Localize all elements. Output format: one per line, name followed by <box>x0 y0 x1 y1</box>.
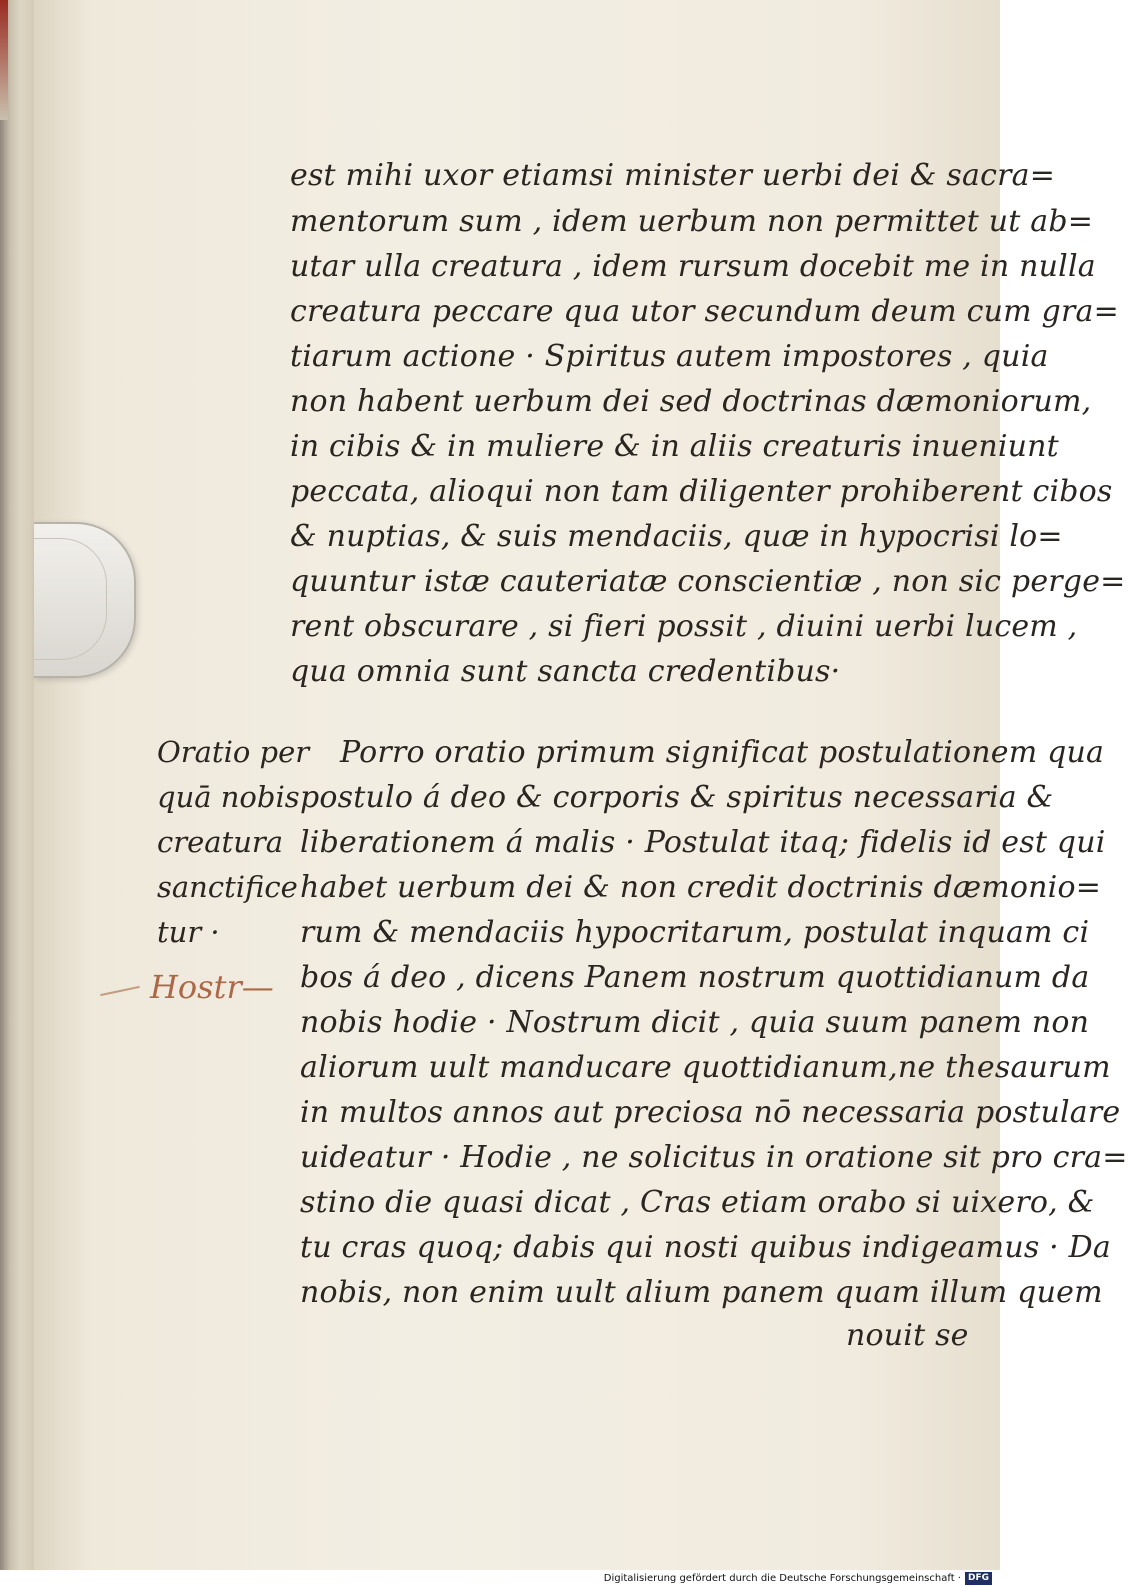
marginal-note-line: quā nobis <box>157 780 300 814</box>
marginal-note-line: sanctifice <box>157 870 298 904</box>
marginal-note-line: Oratio per <box>157 735 310 769</box>
catchword: nouit se <box>846 1318 969 1353</box>
text-line: rum & mendaciis hypocritarum, postulat inquam ci <box>300 915 1090 950</box>
text-line: postulo á deo & corporis & spiritus necessaria & <box>300 780 1054 815</box>
spine-edge <box>0 0 8 120</box>
text-line: tu cras quoq; dabis qui nosti quibus indigeamus · Da <box>300 1230 1111 1265</box>
text-line: nobis hodie · Nostrum dicit , quia suum panem non <box>300 1005 1090 1040</box>
text-line: utar ulla creatura , idem rursum docebit me in nulla <box>290 249 1096 284</box>
credit-text: Digitalisierung gefördert durch die Deutsche Forschungsgemeinschaft · <box>603 1573 961 1584</box>
page-clip-inner <box>34 538 107 660</box>
text-line: liberationem á malis · Postulat itaq; fidelis id est qui <box>300 825 1106 860</box>
page-clip <box>34 522 136 678</box>
marginal-note-line: creatura <box>157 825 284 859</box>
text-line: est mihi uxor etiamsi minister uerbi dei & sacra= <box>290 158 1056 193</box>
text-line: & nuptias, & suis mendaciis, quæ in hypocrisi lo= <box>290 519 1063 554</box>
text-line: bos á deo , dicens Panem nostrum quottidianum da <box>300 960 1090 995</box>
text-line: qua omnia sunt sancta credentibus· <box>290 654 841 689</box>
marginal-note-line: tur · <box>157 915 220 949</box>
text-line: nobis, non enim uult alium panem quam illum quem <box>300 1275 1103 1310</box>
text-line: aliorum uult manducare quottidianum,ne thesaurum <box>300 1050 1111 1085</box>
text-line: rent obscurare , si fieri possit , diuini uerbi lucem , <box>290 609 1078 644</box>
text-line: Porro oratio primum significat postulationem qua <box>340 735 1105 770</box>
text-line: uideatur · Hodie , ne solicitus in oratione sit pro cra= <box>300 1140 1128 1175</box>
book-spine <box>0 0 35 1570</box>
dfg-logo-icon: DFG <box>965 1572 992 1585</box>
handwritten-note: Hostr— <box>150 968 274 1006</box>
text-line: tiarum actione · Spiritus autem impostores , quia <box>290 339 1049 374</box>
text-line: non habent uerbum dei sed doctrinas dæmoniorum, <box>290 384 1092 419</box>
text-line: habet uerbum dei & non credit doctrinis dæmonio= <box>300 870 1102 905</box>
digitization-credit <box>604 1572 992 1585</box>
text-line: in cibis & in muliere & in aliis creaturis inueniunt <box>290 429 1059 464</box>
text-line: quuntur istæ cauteriatæ conscientiæ , non sic perge= <box>290 564 1126 599</box>
text-line: peccata, alioqui non tam diligenter prohiberent cibos <box>290 474 1113 509</box>
text-line: mentorum sum , idem uerbum non permittet ut ab= <box>290 204 1094 239</box>
text-line: in multos annos aut preciosa nō necessaria postulare <box>300 1095 1121 1130</box>
text-line: creatura peccare qua utor secundum deum cum gra= <box>290 294 1119 329</box>
text-line: stino die quasi dicat , Cras etiam orabo si uixero, & <box>300 1185 1095 1220</box>
